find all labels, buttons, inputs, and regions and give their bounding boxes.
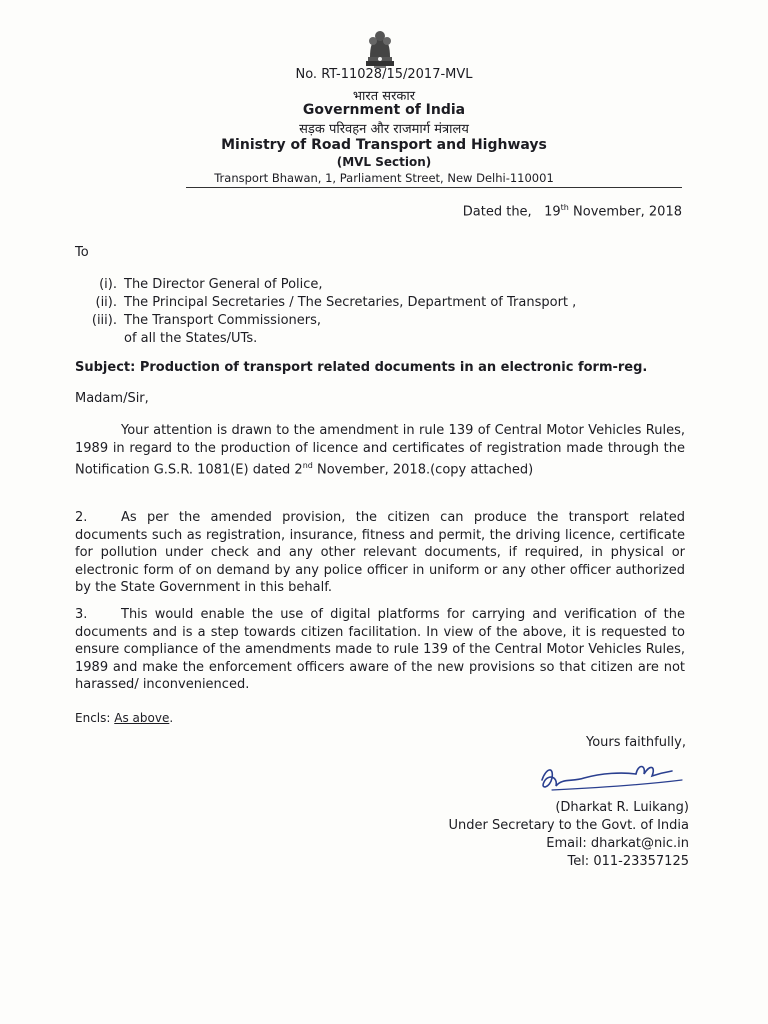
govt-name: Government of India (302, 102, 466, 118)
paragraph-3-text: This would enable the use of digital platforms for carrying and verification of the documents and is a step towards citizen facilitation. In view of the above, it is requested to ensure compliance of the amendments made to rule 139 of the Central Motor Vehicles Rules, 1989 and make the enforcement officers aware of the new provisions so that citizen are not harassed/ inconvenienced. (75, 607, 685, 693)
recipient-closing: of all the States/UTs. (124, 331, 258, 346)
date-prefix: Dated the, (462, 204, 532, 220)
signatory-email: Email: dharkat@nic.in (546, 836, 689, 851)
paragraph-1-text: Your attention is drawn to the amendment in rule 139 of Central Motor Vehicles Rules, 1989 in regard to the production of licence and certificates of registration made through the Notification G.S.R. 1081(E) dated 2 (75, 423, 685, 478)
signature-image (532, 758, 692, 798)
paragraph-2 (75, 509, 685, 597)
paragraph-1-sup: nd (302, 461, 313, 471)
paragraph-2-number: 2. (75, 510, 88, 525)
office-address: Transport Bhawan, 1, Parliament Street, New Delhi-110001 (214, 171, 554, 185)
ministry-name: Ministry of Road Transport and Highways (221, 137, 547, 153)
letter-date (463, 203, 682, 219)
ministry-name-hindi: सड़क परिवहन और राजमार्ग मंत्रालय (299, 122, 469, 137)
enclosure-trail: . (169, 711, 174, 725)
date-day: 19 (544, 204, 561, 220)
header-divider (186, 187, 682, 188)
signatory-name: (Dharkat R. Luikang) (555, 800, 689, 815)
recipient-text: The Transport Commissioners, (124, 313, 322, 328)
date-month-year: November, 2018 (573, 204, 682, 220)
reference-number: No. RT-11028/15/2017-MVL (295, 67, 473, 82)
recipient-number: (iii). (91, 313, 117, 328)
subject-line: Subject: Production of transport related documents in an electronic form-reg. (75, 360, 648, 375)
recipient-item (75, 276, 576, 294)
enclosure-value: As above (114, 711, 170, 725)
salutation: Madam/Sir, (75, 391, 149, 406)
national-emblem-icon (360, 27, 400, 69)
paragraph-3-number: 3. (75, 607, 88, 622)
paragraph-1 (75, 422, 685, 479)
recipient-item (75, 294, 576, 312)
to-label: To (75, 245, 89, 260)
paragraph-1-text-end: November, 2018.(copy attached) (312, 462, 534, 478)
paragraph-2-text: As per the amended provision, the citizen can produce the transport related documents such as registration, insurance, fitness and permit, the driving licence, certificate for pollution under check and any other relevant documents, if required, in physical or electronic form of on demand by any police officer in uniform or any other officer authorized by the State Government in this behalf. (75, 510, 685, 596)
signatory-phone: Tel: 011-23357125 (567, 854, 689, 869)
signatory-block (449, 799, 689, 871)
paragraph-3 (75, 606, 685, 694)
signatory-designation: Under Secretary to the Govt. of India (448, 818, 689, 833)
date-day-suffix: th (560, 203, 569, 212)
closing-phrase: Yours faithfully, (585, 735, 686, 750)
enclosure-label: Encls: (75, 711, 111, 725)
recipient-text: The Director General of Police, (124, 277, 323, 292)
govt-name-hindi: भारत सरकार (352, 89, 416, 104)
recipient-text: The Principal Secretaries / The Secretaries, Department of Transport , (124, 295, 577, 310)
recipient-item (75, 312, 576, 330)
recipient-list (75, 276, 576, 348)
recipient-number: (i). (99, 277, 117, 292)
enclosure-note (75, 711, 173, 725)
section-name: (MVL Section) (336, 155, 432, 169)
recipient-number: (ii). (95, 295, 117, 310)
